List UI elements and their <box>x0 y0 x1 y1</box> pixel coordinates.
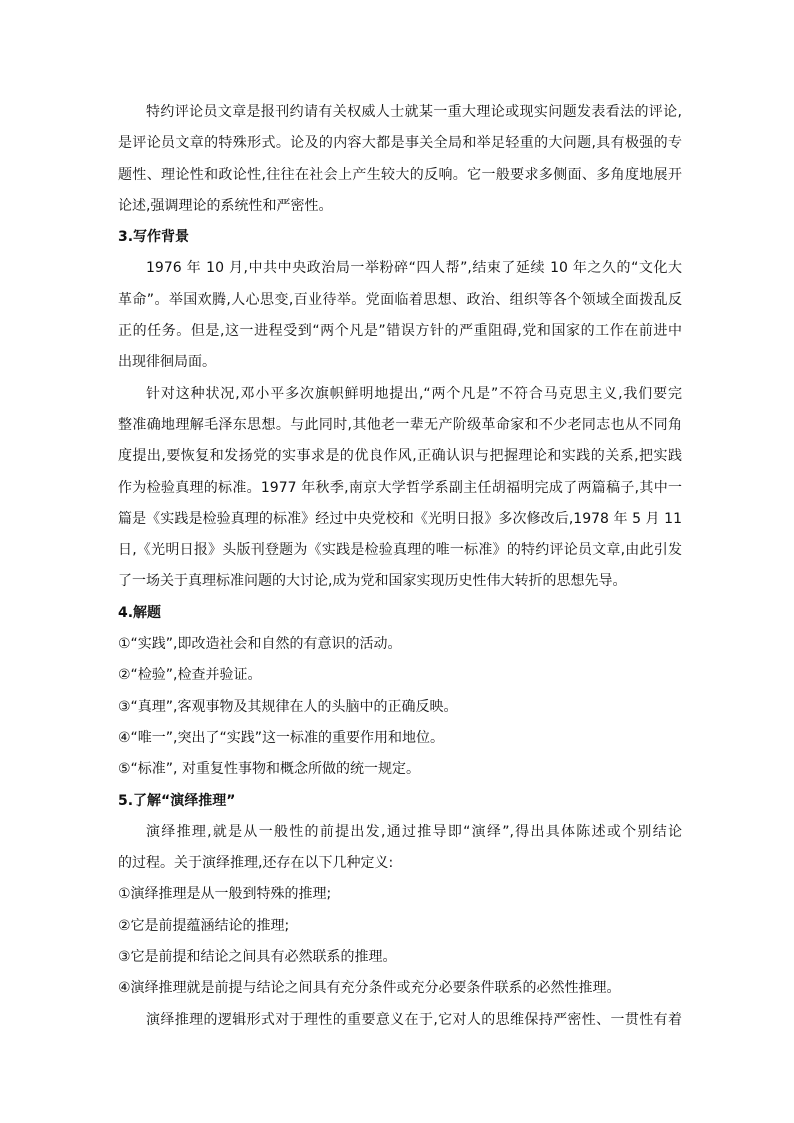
paragraph-line: 特约评论员文章是报刊约请有关权威人士就某一重大理论或现实问题发表看法的评论, <box>146 104 682 120</box>
list-item: ②“检验”,检查并验证。 <box>118 667 262 684</box>
list-item: ①演绎推理是从一般到特殊的推理; <box>118 886 332 903</box>
list-item: ①“实践”,即改造社会和自然的有意识的活动。 <box>118 636 402 653</box>
paragraph-line: 演绎推理的逻辑形式对于理性的重要意义在于,它对人的思维保持严密性、一贯性有着 <box>146 1011 682 1028</box>
list-item: ③它是前提和结论之间具有必然联系的推理。 <box>118 949 397 966</box>
paragraph-line: 作为检验真理的标准。1977 年秋季,南京大学哲学系副主任胡福明完成了两篇稿子,其中一 <box>118 479 682 496</box>
paragraph-line: 整准确地理解毛泽东思想。与此同时,其他老一辈无产阶级革命家和不少老同志也从不同角 <box>118 416 682 433</box>
section-heading: 4.解题 <box>118 604 162 621</box>
paragraph-line: 正的任务。但是,这一进程受到“两个凡是”错误方针的严重阻碍,党和国家的工作在前进中 <box>118 323 682 340</box>
list-item: ②它是前提蕴涵结论的推理; <box>118 917 290 934</box>
paragraph-line: 针对这种状况,邓小平多次旗帜鲜明地提出,“两个凡是”不符合马克思主义,我们要完 <box>146 385 682 402</box>
paragraph-line: 题性、理论性和政论性,往往在社会上产生较大的反响。它一般要求多侧面、多角度地展开 <box>118 166 682 183</box>
paragraph-line: 演绎推理,就是从一般性的前提出发,通过推导即“演绎”,得出具体陈述或个别结论 <box>146 823 682 840</box>
paragraph-line: 的过程。关于演绎推理,还存在以下几种定义: <box>118 855 394 872</box>
paragraph-line: 1976 年 10 月,中共中央政治局一举粉碎“四人帮”,结束了延续 10 年之久的“文化大 <box>146 260 682 277</box>
section-heading: 3.写作背景 <box>118 229 190 246</box>
list-item: ④“唯一”,突出了“实践”这一标准的重要作用和地位。 <box>118 729 445 746</box>
paragraph-line: 了一场关于真理标准问题的大讨论,成为党和国家实现历史性伟大转折的思想先导。 <box>118 573 627 590</box>
paragraph-line: 出现徘徊局面。 <box>118 354 216 371</box>
list-item: ④演绎推理就是前提与结论之间具有充分条件或充分必要条件联系的必然性推理。 <box>118 980 621 997</box>
paragraph-line: 革命”。举国欢腾,人心思变,百业待举。党面临着思想、政治、组织等各个领域全面拨乱反 <box>118 291 682 308</box>
paragraph-line: 度提出,要恢复和发扬党的实事求是的优良作风,正确认识与把握理论和实践的关系,把实践 <box>118 448 682 465</box>
paragraph-line: 篇是《实践是检验真理的标准》经过中央党校和《光明日报》多次修改后,1978 年 5 月 11 <box>118 510 682 527</box>
document-page <box>118 101 682 1040</box>
paragraph-line: 论述,强调理论的系统性和严密性。 <box>118 197 333 214</box>
paragraph-line: 日,《光明日报》头版刊登题为《实践是检验真理的唯一标准》的特约评论员文章,由此引发 <box>118 542 682 559</box>
list-item: ③“真理”,客观事物及其规律在人的头脑中的正确反映。 <box>118 698 458 715</box>
section-heading: 5.了解“演绎推理” <box>118 792 236 809</box>
paragraph-line: 是评论员文章的特殊形式。论及的内容大都是事关全局和举足轻重的大问题,具有极强的专 <box>118 135 682 152</box>
list-item: ⑤“标准”, 对重复性事物和概念所做的统一规定。 <box>118 761 420 778</box>
